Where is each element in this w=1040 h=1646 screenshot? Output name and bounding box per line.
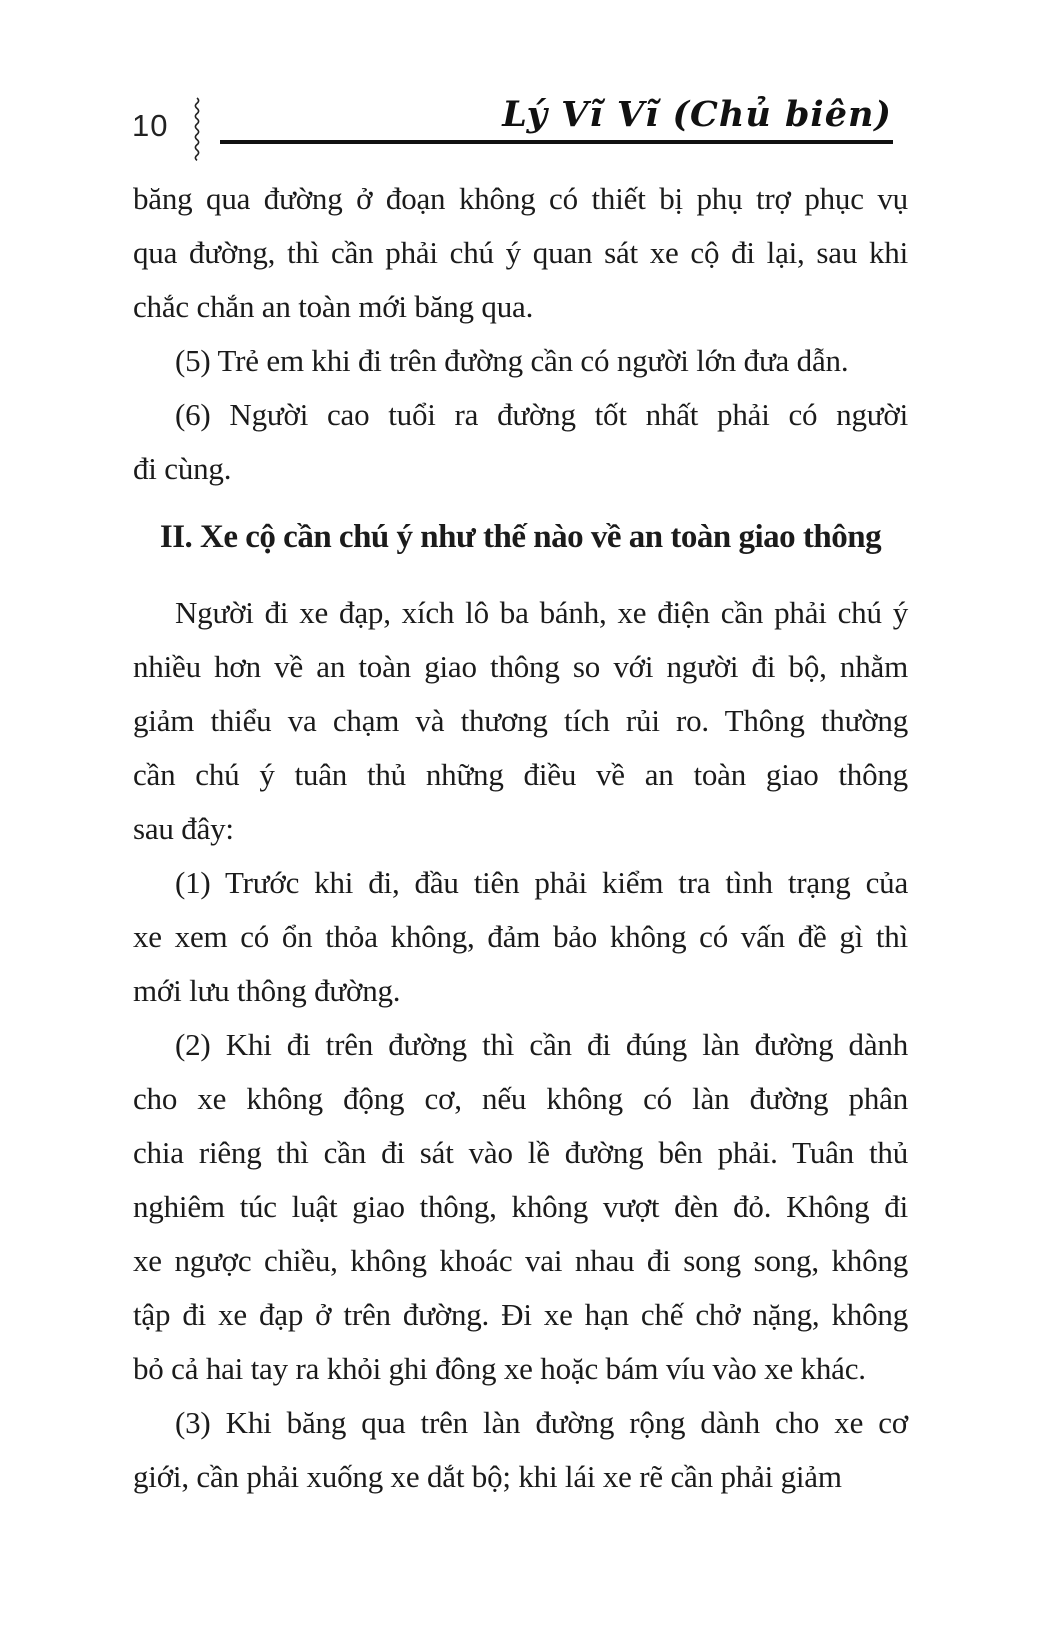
text-line: qua đường, thì cần phải chú ý quan sát xe cộ đi lại, sau khi	[133, 235, 908, 270]
header-rule	[220, 140, 893, 144]
paragraph	[133, 1018, 908, 1396]
text-line: Người đi xe đạp, xích lô ba bánh, xe điện cần phải chú ý	[175, 595, 908, 630]
text-line: cần chú ý tuân thủ những điều về an toàn giao thông	[133, 757, 908, 792]
page-number: 10	[132, 108, 169, 143]
text-line: băng qua đường ở đoạn không có thiết bị phụ trợ phục vụ	[133, 181, 908, 216]
text-line: II. Xe cộ cần chú ý như thế nào về an toàn giao thông	[159, 519, 882, 555]
paragraph	[133, 586, 908, 856]
text-line: bỏ cả hai tay ra khỏi ghi đông xe hoặc bám víu vào xe khác.	[133, 1351, 866, 1386]
paragraph	[133, 388, 908, 496]
text-line: cho xe không động cơ, nếu không có làn đường phân	[133, 1081, 908, 1116]
text-line: (5) Trẻ em khi đi trên đường cần có người lớn đưa dẫn.	[175, 343, 849, 378]
paragraph	[133, 1396, 908, 1504]
text-line: (2) Khi đi trên đường thì cần đi đúng làn đường dành	[175, 1027, 908, 1062]
running-head: Lý Vĩ Vĩ (Chủ biên)	[502, 94, 892, 135]
text-line: giới, cần phải xuống xe dắt bộ; khi lái xe rẽ cần phải giảm	[133, 1459, 842, 1494]
text-line: đi cùng.	[133, 451, 232, 486]
squiggle-ornament-icon	[192, 97, 202, 166]
text-line: (6) Người cao tuổi ra đường tốt nhất phải có người	[175, 397, 908, 432]
text-line: (3) Khi băng qua trên làn đường rộng dành cho xe cơ	[175, 1405, 908, 1440]
text-line: tập đi xe đạp ở trên đường. Đi xe hạn chế chở nặng, không	[133, 1297, 908, 1332]
text-line: giảm thiểu va chạm và thương tích rủi ro. Thông thường	[133, 703, 908, 738]
text-column	[133, 172, 908, 1504]
paragraph	[133, 856, 908, 1018]
section-heading	[133, 510, 908, 564]
text-line: xe xem có ổn thỏa không, đảm bảo không có vấn đề gì thì	[133, 919, 908, 954]
text-line: (1) Trước khi đi, đầu tiên phải kiểm tra tình trạng của	[175, 865, 908, 900]
paragraph	[133, 334, 908, 388]
text-line: chắc chắn an toàn mới băng qua.	[133, 289, 534, 324]
text-line: xe ngược chiều, không khoác vai nhau đi song song, không	[133, 1243, 908, 1278]
paragraph	[133, 172, 908, 334]
text-line: mới lưu thông đường.	[133, 973, 401, 1008]
text-line: nhiều hơn về an toàn giao thông so với người đi bộ, nhằm	[133, 649, 908, 684]
text-line: sau đây:	[133, 811, 234, 846]
text-line: chia riêng thì cần đi sát vào lề đường bên phải. Tuân thủ	[133, 1135, 908, 1170]
page-header	[0, 0, 1040, 170]
text-line: nghiêm túc luật giao thông, không vượt đèn đỏ. Không đi	[133, 1189, 908, 1224]
